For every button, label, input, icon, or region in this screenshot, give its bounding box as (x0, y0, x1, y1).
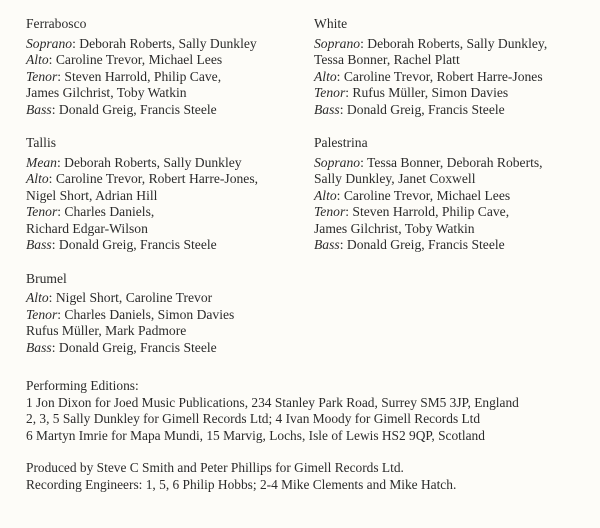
performer-line: Tenor: Charles Daniels, (26, 204, 155, 219)
performer-line (26, 221, 316, 238)
voice-part: Alto (26, 52, 49, 67)
performers: Tessa Bonner, Rachel Platt (314, 52, 460, 67)
production-credits (26, 460, 596, 493)
performers: Donald Greig, Francis Steele (346, 237, 505, 252)
performers: Steven Harrold, Philip Cave, (64, 68, 222, 84)
performer-line (26, 188, 316, 205)
voice-part: Tenor (26, 204, 58, 219)
producer-line: Produced by Steve C Smith and Peter Phillips for Gimell Records Ltd. (26, 460, 404, 475)
performer-line: Bass: Donald Greig, Francis Steele (314, 237, 505, 252)
composer-heading: White (314, 16, 348, 31)
performer-line: Bass: Donald Greig, Francis Steele (26, 101, 217, 117)
performers: Richard Edgar-Wilson (26, 220, 148, 236)
performers: James Gilchrist, Toby Watkin (26, 85, 187, 100)
engineers-line: Recording Engineers: 1, 5, 6 Philip Hobbs; 2-4 Mike Clements and Mike Hatch. (26, 476, 457, 492)
performers: Donald Greig, Francis Steele (58, 339, 217, 355)
performers: Rufus Müller, Simon Davies (352, 85, 509, 100)
performer-line: Bass: Donald Greig, Francis Steele (26, 339, 217, 355)
voice-part: Soprano (26, 35, 73, 51)
performer-line (314, 52, 594, 69)
performers: Nigel Short, Adrian Hill (26, 187, 158, 203)
voice-part: Bass (314, 237, 340, 252)
voice-part: Tenor (314, 85, 346, 100)
performer-line: Tenor: Steven Harrold, Philip Cave, (26, 68, 222, 84)
performers: Deborah Roberts, Sally Dunkley (79, 35, 257, 51)
composer-heading: Tallis (26, 135, 57, 150)
performer-line: Alto: Caroline Trevor, Michael Lees (26, 52, 223, 67)
performers: Tessa Bonner, Deborah Roberts, (367, 154, 543, 170)
performing-editions (26, 378, 596, 444)
performers: Charles Daniels, Simon Davies (64, 306, 235, 322)
performer-line: Tenor: Steven Harrold, Philip Cave, (314, 204, 510, 219)
voice-part: Bass (26, 237, 52, 252)
performers: James Gilchrist, Toby Watkin (314, 220, 475, 236)
performer-line (314, 221, 594, 238)
voice-part: Tenor (26, 306, 58, 322)
performers: Caroline Trevor, Robert Harre-Jones (343, 68, 543, 84)
voice-part: Bass (26, 101, 52, 117)
performer-line: Tenor: Charles Daniels, Simon Davies (26, 306, 235, 322)
performers: Caroline Trevor, Robert Harre-Jones, (55, 171, 259, 186)
performer-line: Bass: Donald Greig, Francis Steele (314, 101, 505, 117)
voice-part: Bass (26, 339, 52, 355)
performer-line (26, 85, 316, 102)
performers: Rufus Müller, Mark Padmore (26, 323, 187, 338)
edition-line: 2, 3, 5 Sally Dunkley for Gimell Records Ltd; 4 Ivan Moody for Gimell Records Ltd (26, 411, 481, 426)
voice-part: Tenor (26, 68, 58, 84)
composer-heading: Palestrina (314, 135, 368, 150)
performer-line (26, 323, 316, 340)
performers: Donald Greig, Francis Steele (346, 101, 505, 117)
performer-line (314, 171, 594, 188)
edition-line: 1 Jon Dixon for Joed Music Publications, 234 Stanley Park Road, Surrey SM5 3JP, England (26, 394, 519, 410)
performer-line: Alto: Caroline Trevor, Robert Harre-Jones, (26, 171, 259, 186)
performer-line: Alto: Caroline Trevor, Michael Lees (314, 187, 511, 203)
voice-part: Alto (314, 187, 337, 203)
voice-part: Bass (314, 101, 340, 117)
section-palestrina (314, 135, 594, 254)
edition-line: 6 Martyn Imrie for Mapa Mundi, 15 Marvig, Lochs, Isle of Lewis HS2 9QP, Scotland (26, 427, 485, 443)
composer-heading: Brumel (26, 270, 67, 286)
section-ferrabosco (26, 16, 316, 118)
performers: Caroline Trevor, Michael Lees (55, 52, 223, 67)
voice-part: Alto (26, 290, 49, 305)
performers: Donald Greig, Francis Steele (58, 237, 217, 252)
voice-part: Alto (26, 171, 49, 186)
composer-heading: Ferrabosco (26, 16, 87, 31)
section-tallis (26, 135, 316, 254)
performers: Donald Greig, Francis Steele (58, 101, 217, 117)
performer-line: Soprano: Tessa Bonner, Deborah Roberts, (314, 154, 543, 170)
performers: Nigel Short, Caroline Trevor (55, 290, 213, 305)
performer-line: Tenor: Rufus Müller, Simon Davies (314, 85, 509, 100)
performers: Steven Harrold, Philip Cave, (352, 204, 510, 219)
right-column (314, 16, 594, 271)
performer-line: Soprano: Deborah Roberts, Sally Dunkley, (314, 35, 548, 51)
voice-part: Soprano (314, 35, 361, 51)
voice-part: Tenor (314, 204, 346, 219)
performers: Charles Daniels, (64, 204, 155, 219)
voice-part: Alto (314, 68, 337, 84)
editions-heading: Performing Editions: (26, 378, 139, 393)
section-white (314, 16, 594, 118)
performer-line: Soprano: Deborah Roberts, Sally Dunkley (26, 35, 257, 51)
performer-line: Bass: Donald Greig, Francis Steele (26, 237, 217, 252)
footer-notes (26, 378, 596, 509)
performer-line: Mean: Deborah Roberts, Sally Dunkley (26, 154, 242, 170)
performer-line: Alto: Caroline Trevor, Robert Harre-Jones (314, 68, 543, 84)
performers: Sally Dunkley, Janet Coxwell (314, 171, 476, 186)
performers: Caroline Trevor, Michael Lees (343, 187, 511, 203)
voice-part: Soprano (314, 154, 361, 170)
performer-line: Alto: Nigel Short, Caroline Trevor (26, 290, 213, 305)
performers: Deborah Roberts, Sally Dunkley (64, 154, 242, 170)
section-brumel (26, 271, 316, 357)
performers: Deborah Roberts, Sally Dunkley, (367, 35, 548, 51)
left-column (26, 16, 316, 373)
voice-part: Mean (26, 154, 57, 170)
